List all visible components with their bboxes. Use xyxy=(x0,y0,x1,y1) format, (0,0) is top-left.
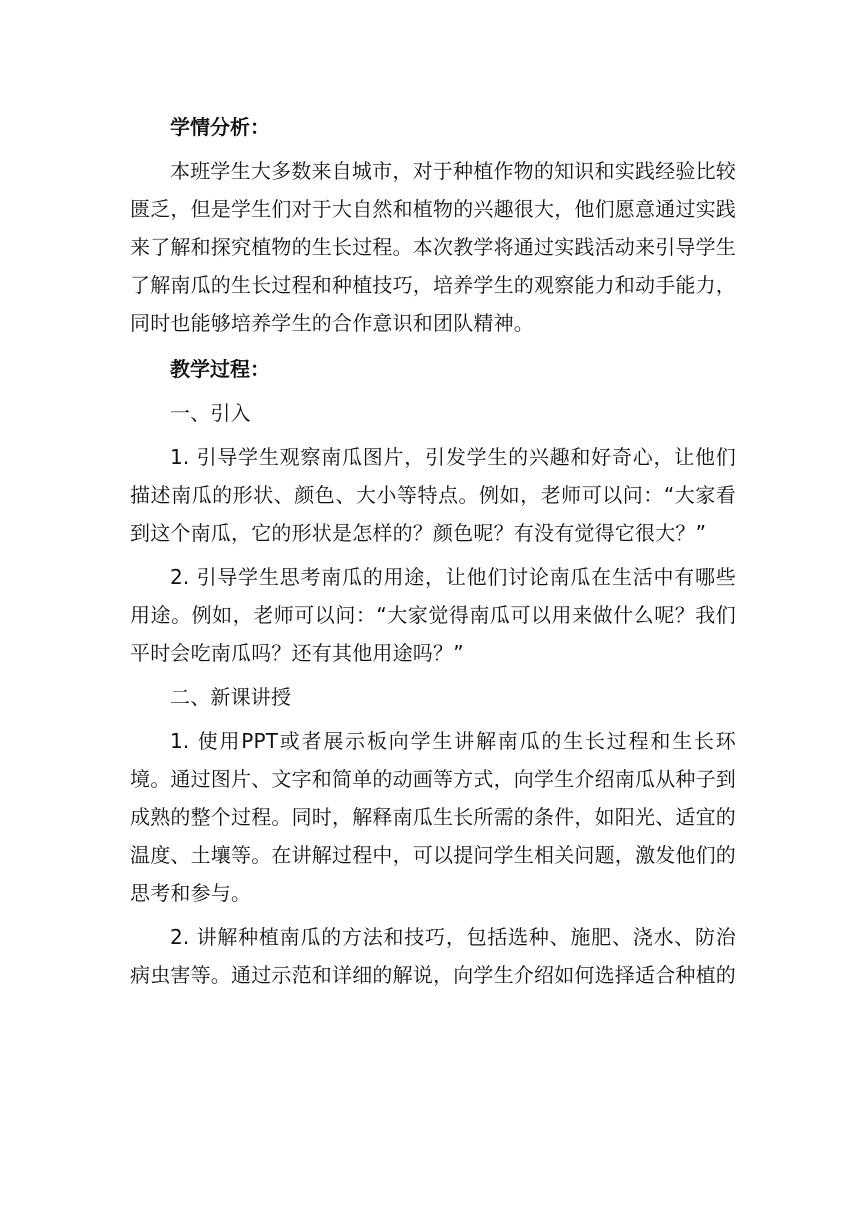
process-heading: 教学过程： xyxy=(170,357,270,381)
analysis-paragraph: 本班学生大多数来自城市，对于种植作物的知识和实践经验比较匮乏，但是学生们对于大自然和植物的兴趣很大，他们愿意通过实践来了解和探究植物的生长过程。本次教学将通过实践活动来引导学生了解南瓜的生长过程和种植技巧，培养学生的观察能力和动手能力，同时也能够培养学生的合作意识和团队精神。 xyxy=(130,159,736,335)
document-body xyxy=(130,108,736,1000)
part2-item1: 1. 使用PPT或者展示板向学生讲解南瓜的生长过程和生长环境。通过图片、文字和简单的动画等方式，向学生介绍南瓜从种子到成熟的整个过程。同时，解释南瓜生长所需的条件，如阳光、适宜的温度、土壤等。在讲解过程中，可以提问学生相关问题，激发他们的思考和参与。 xyxy=(130,729,736,905)
part1-title: 一、引入 xyxy=(170,401,251,425)
analysis-heading: 学情分析： xyxy=(170,115,270,139)
part1-item2: 2. 引导学生思考南瓜的用途，让他们讨论南瓜在生活中有哪些用途。例如，老师可以问：“大家觉得南瓜可以用来做什么呢？我们平时会吃南瓜吗？还有其他用途吗？” xyxy=(130,565,736,665)
part2-title: 二、新课讲授 xyxy=(170,685,292,709)
part1-item1: 1. 引导学生观察南瓜图片，引发学生的兴趣和好奇心，让他们描述南瓜的形状、颜色、大小等特点。例如，老师可以问：“大家看到这个南瓜，它的形状是怎样的？颜色呢？有没有觉得它很大？” xyxy=(130,445,736,545)
part2-item2: 2. 讲解种植南瓜的方法和技巧，包括选种、施肥、浇水、防治病虫害等。通过示范和详细的解说，向学生介绍如何选择适合种植的 xyxy=(130,925,736,987)
